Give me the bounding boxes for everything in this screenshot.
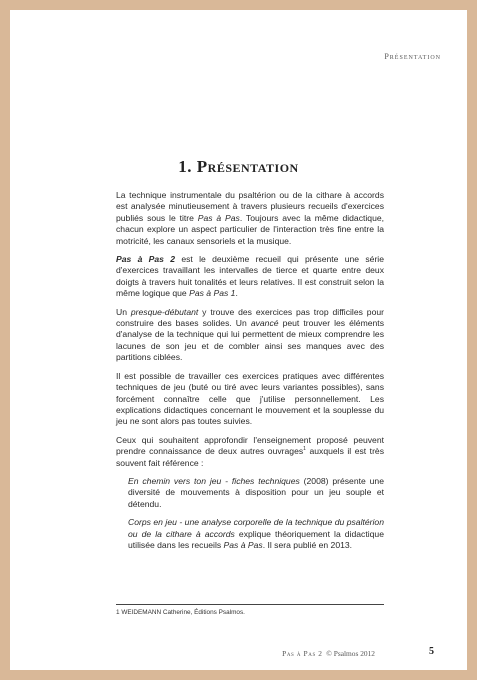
document-page xyxy=(10,10,467,670)
footer-title: Pas à Pas 2 xyxy=(282,649,323,658)
bold-italic-run: Pas à Pas 2 xyxy=(116,254,176,265)
paragraph-book-1 xyxy=(128,476,384,510)
italic-run: Pas à Pas xyxy=(223,539,263,550)
text-run: . Toujours avec la même didactique, chacun explore un aspect particulier de l'interaction très fine entre la motricité, les canaux sensoriels et la musique. xyxy=(116,212,385,246)
italic-run: avancé xyxy=(250,318,279,329)
paragraph-levels xyxy=(116,307,384,364)
footnote-marker: 1 xyxy=(303,446,306,453)
text-run: Ceux qui souhaitent approfondir l'enseignement proposé peuvent prendre connaissance de deux autres ouvrages xyxy=(116,434,384,457)
paragraph-book-2 xyxy=(128,517,384,551)
italic-run: En chemin vers ton jeu - fiches techniques xyxy=(128,475,300,486)
footer-copyright: © Psalmos 2012 xyxy=(326,649,375,658)
footnote-divider xyxy=(116,604,384,605)
page-number: 5 xyxy=(429,646,434,657)
italic-run: presque-débutant xyxy=(130,306,199,317)
text-run: Un xyxy=(116,306,131,317)
paragraph-intro xyxy=(116,190,384,247)
italic-run: Corps en jeu - une analyse corporelle de la technique du psaltérion ou de la cithare à accords xyxy=(128,517,384,539)
italic-run: Pas à Pas 1 xyxy=(189,288,236,299)
text-run: explique théoriquement la didactique utilisée dans les recueils xyxy=(128,528,384,550)
text-run: auxquels il est très souvent fait référence : xyxy=(116,446,385,468)
paragraph-pas-a-pas-2 xyxy=(116,254,384,300)
text-run: . Il sera publié en 2013. xyxy=(262,539,353,550)
text-run: (2008) présente une diversité de mouvements à disposition pour un jeu souple et détendu. xyxy=(128,475,384,509)
paragraph-references xyxy=(116,435,384,469)
text-run: est le deuxième recueil qui présente une série d'exercices travaillant les intervalles de tierce et quarte entre deux doigts à travers huit tonalités et leurs relatives. Il est construit selon la même logique que xyxy=(116,254,384,299)
text-run: peut trouver les éléments d'analyse de la technique qui lui permettent de mieux comprendre les lacunes de son jeu et de combler ainsi ses manques avec des partitions ciblées. xyxy=(116,318,384,363)
text-run: La technique instrumentale du psaltérion ou de la cithare à accords est analysée minutieusement à travers plusieurs recueils d'exercices publiés sous le titre xyxy=(116,190,384,223)
italic-run: Pas à Pas xyxy=(197,212,240,223)
chapter-title: 1. Présentation xyxy=(178,157,299,176)
paragraph-techniques: Il est possible de travailler ces exercices pratiques avec différentes techniques de jeu (buté ou tiré avec leurs variantes possibles), sans forcément connaître celle que j'utilise personnellement. Les explications didactiques concernant le mouvement et la souplesse du jeu ne sont alors pas toutes suivies. xyxy=(116,370,384,427)
running-head: Présentation xyxy=(384,52,441,61)
text-run: y trouve des exercices pas trop difficiles pour construire des bases solides. Un xyxy=(116,306,385,329)
body-text xyxy=(116,190,384,558)
footnote: 1 WEIDEMANN Catherine, Éditions Psalmos. xyxy=(116,609,245,616)
footer-text xyxy=(282,649,375,658)
text-run: . xyxy=(235,288,238,299)
